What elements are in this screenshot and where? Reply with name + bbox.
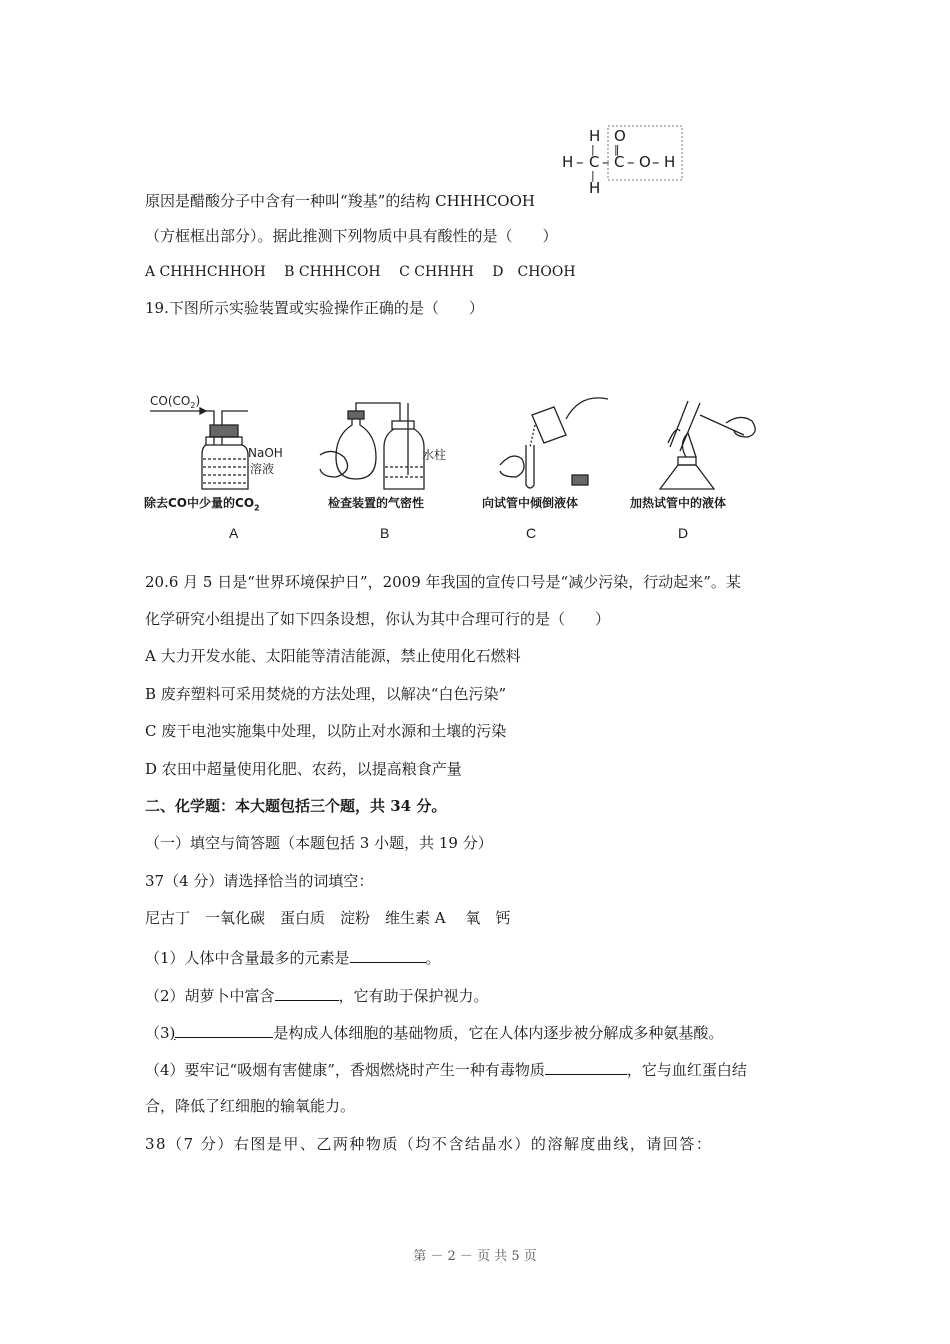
- apparatus-a-gas-washing-bottle: [150, 408, 248, 489]
- q20-option-d: D 农田中超量使用化肥、农药，以提高粮食产量: [145, 760, 462, 778]
- q37-part4-cont: 合，降低了红细胞的输氧能力。: [145, 1097, 356, 1115]
- atom-o-top: O: [614, 127, 626, 145]
- q37-part1: （1）人体中含量最多的元素是 。: [145, 946, 441, 968]
- bond-c-c: –: [602, 153, 610, 171]
- apparatus-d-heating-liquid: [660, 401, 755, 489]
- q18-options: A CHHHCHHOH B CHHHCOH C CHHHH D CHOOH: [145, 264, 576, 280]
- bond-o-h: –: [652, 153, 660, 171]
- q20-option-c: C 废干电池实施集中处理，以防止对水源和土壤的污染: [145, 722, 507, 740]
- letter-a: A: [229, 525, 239, 541]
- bond-c-h-bottom: |: [591, 169, 595, 182]
- q37-part2: （2）胡萝卜中富含 ，它有助于保护视力。: [145, 984, 489, 1006]
- atom-o-right: O: [639, 153, 651, 171]
- q20-option-a: A 大力开发水能、太阳能等清洁能源，禁止使用化石燃料: [145, 647, 521, 665]
- label-gas-inlet: $CO(CO_2)$: [150, 394, 201, 410]
- section2-sub-heading: （一）填空与简答题（本题包括 3 小题，共 19 分）: [145, 834, 493, 852]
- q19-stem: 19.下图所示实验装置或实验操作正确的是（ ）: [145, 299, 484, 317]
- q20-option-b: B 废弃塑料可采用焚烧的方法处理，以解决“白色污染”: [145, 685, 507, 703]
- page-footer: 第 － 2 － 页 共 5 页: [413, 1249, 537, 1264]
- q37-stem: 37（4 分）请选择恰当的词填空：: [145, 872, 374, 890]
- letter-b: B: [380, 525, 390, 541]
- q19-figure: [140, 385, 820, 550]
- bond-h-c-top: |: [591, 143, 595, 156]
- atom-c1: C: [589, 153, 600, 171]
- q37-part4: （4）要牢记“吸烟有害健康”，香烟燃烧时产生一种有毒物质 ，它与血红蛋白结: [145, 1058, 747, 1080]
- q37-part3: （3) 是构成人体细胞的基础物质，它在人体内逐步被分解成多种氨基酸。: [145, 1021, 723, 1043]
- bond-c-o: –: [627, 153, 635, 171]
- q37-blank2[interactable]: [275, 984, 339, 1001]
- section2-heading: 二、化学题：本大题包括三个题，共 34 分。: [145, 797, 447, 815]
- letter-c: C: [526, 525, 537, 541]
- bond-h-c-left: –: [576, 153, 584, 171]
- q18-stem-line1: 原因是醋酸分子中含有一种叫“羧基”的结构 CHHHCOOH: [145, 192, 535, 210]
- lab-apparatus-drawings: [140, 385, 820, 495]
- bond-c-o-double: ‖: [614, 143, 620, 156]
- q37-blank1[interactable]: [350, 946, 426, 963]
- acetic-acid-structure: [556, 122, 688, 200]
- letter-d: D: [678, 525, 689, 541]
- caption-c: 向试管中倾倒液体: [482, 496, 579, 510]
- atom-h-bottom: H: [589, 179, 601, 197]
- apparatus-b-airtightness-check: [320, 403, 424, 489]
- q38-stem: 38（7 分）右图是甲、乙两种物质（均不含结晶水）的溶解度曲线，请回答：: [145, 1135, 713, 1153]
- caption-a: 除去CO中少量的$CO_2$: [144, 496, 260, 513]
- atom-h-left: H: [562, 153, 574, 171]
- caption-b: 检查装置的气密性: [328, 496, 425, 510]
- atom-h-right: H: [664, 153, 676, 171]
- q18-stem-line2: （方框框出部分）。据此推测下列物质中具有酸性的是（ ）: [145, 227, 558, 245]
- q37-word-bank: 尼古丁 一氧化碳 蛋白质 淀粉 维生素 A 氧 钙: [145, 909, 511, 927]
- atom-c2: C: [614, 153, 625, 171]
- q20-stem-line1: 20.6 月 5 日是“世界环境保护日”，2009 年我国的宣传口号是“减少污染，行动起来”。某: [145, 573, 741, 591]
- q37-blank3[interactable]: [175, 1021, 273, 1038]
- atom-h-top: H: [589, 127, 601, 145]
- label-naoh: NaOH: [248, 446, 283, 460]
- label-water-column: 水柱: [422, 448, 447, 462]
- label-solution: 溶液: [250, 462, 275, 476]
- apparatus-c-pouring-liquid: [500, 398, 608, 488]
- q20-stem-line2: 化学研究小组提出了如下四条设想，你认为其中合理可行的是（ ）: [145, 610, 611, 628]
- caption-d: 加热试管中的液体: [630, 496, 727, 510]
- q37-blank4[interactable]: [545, 1058, 627, 1075]
